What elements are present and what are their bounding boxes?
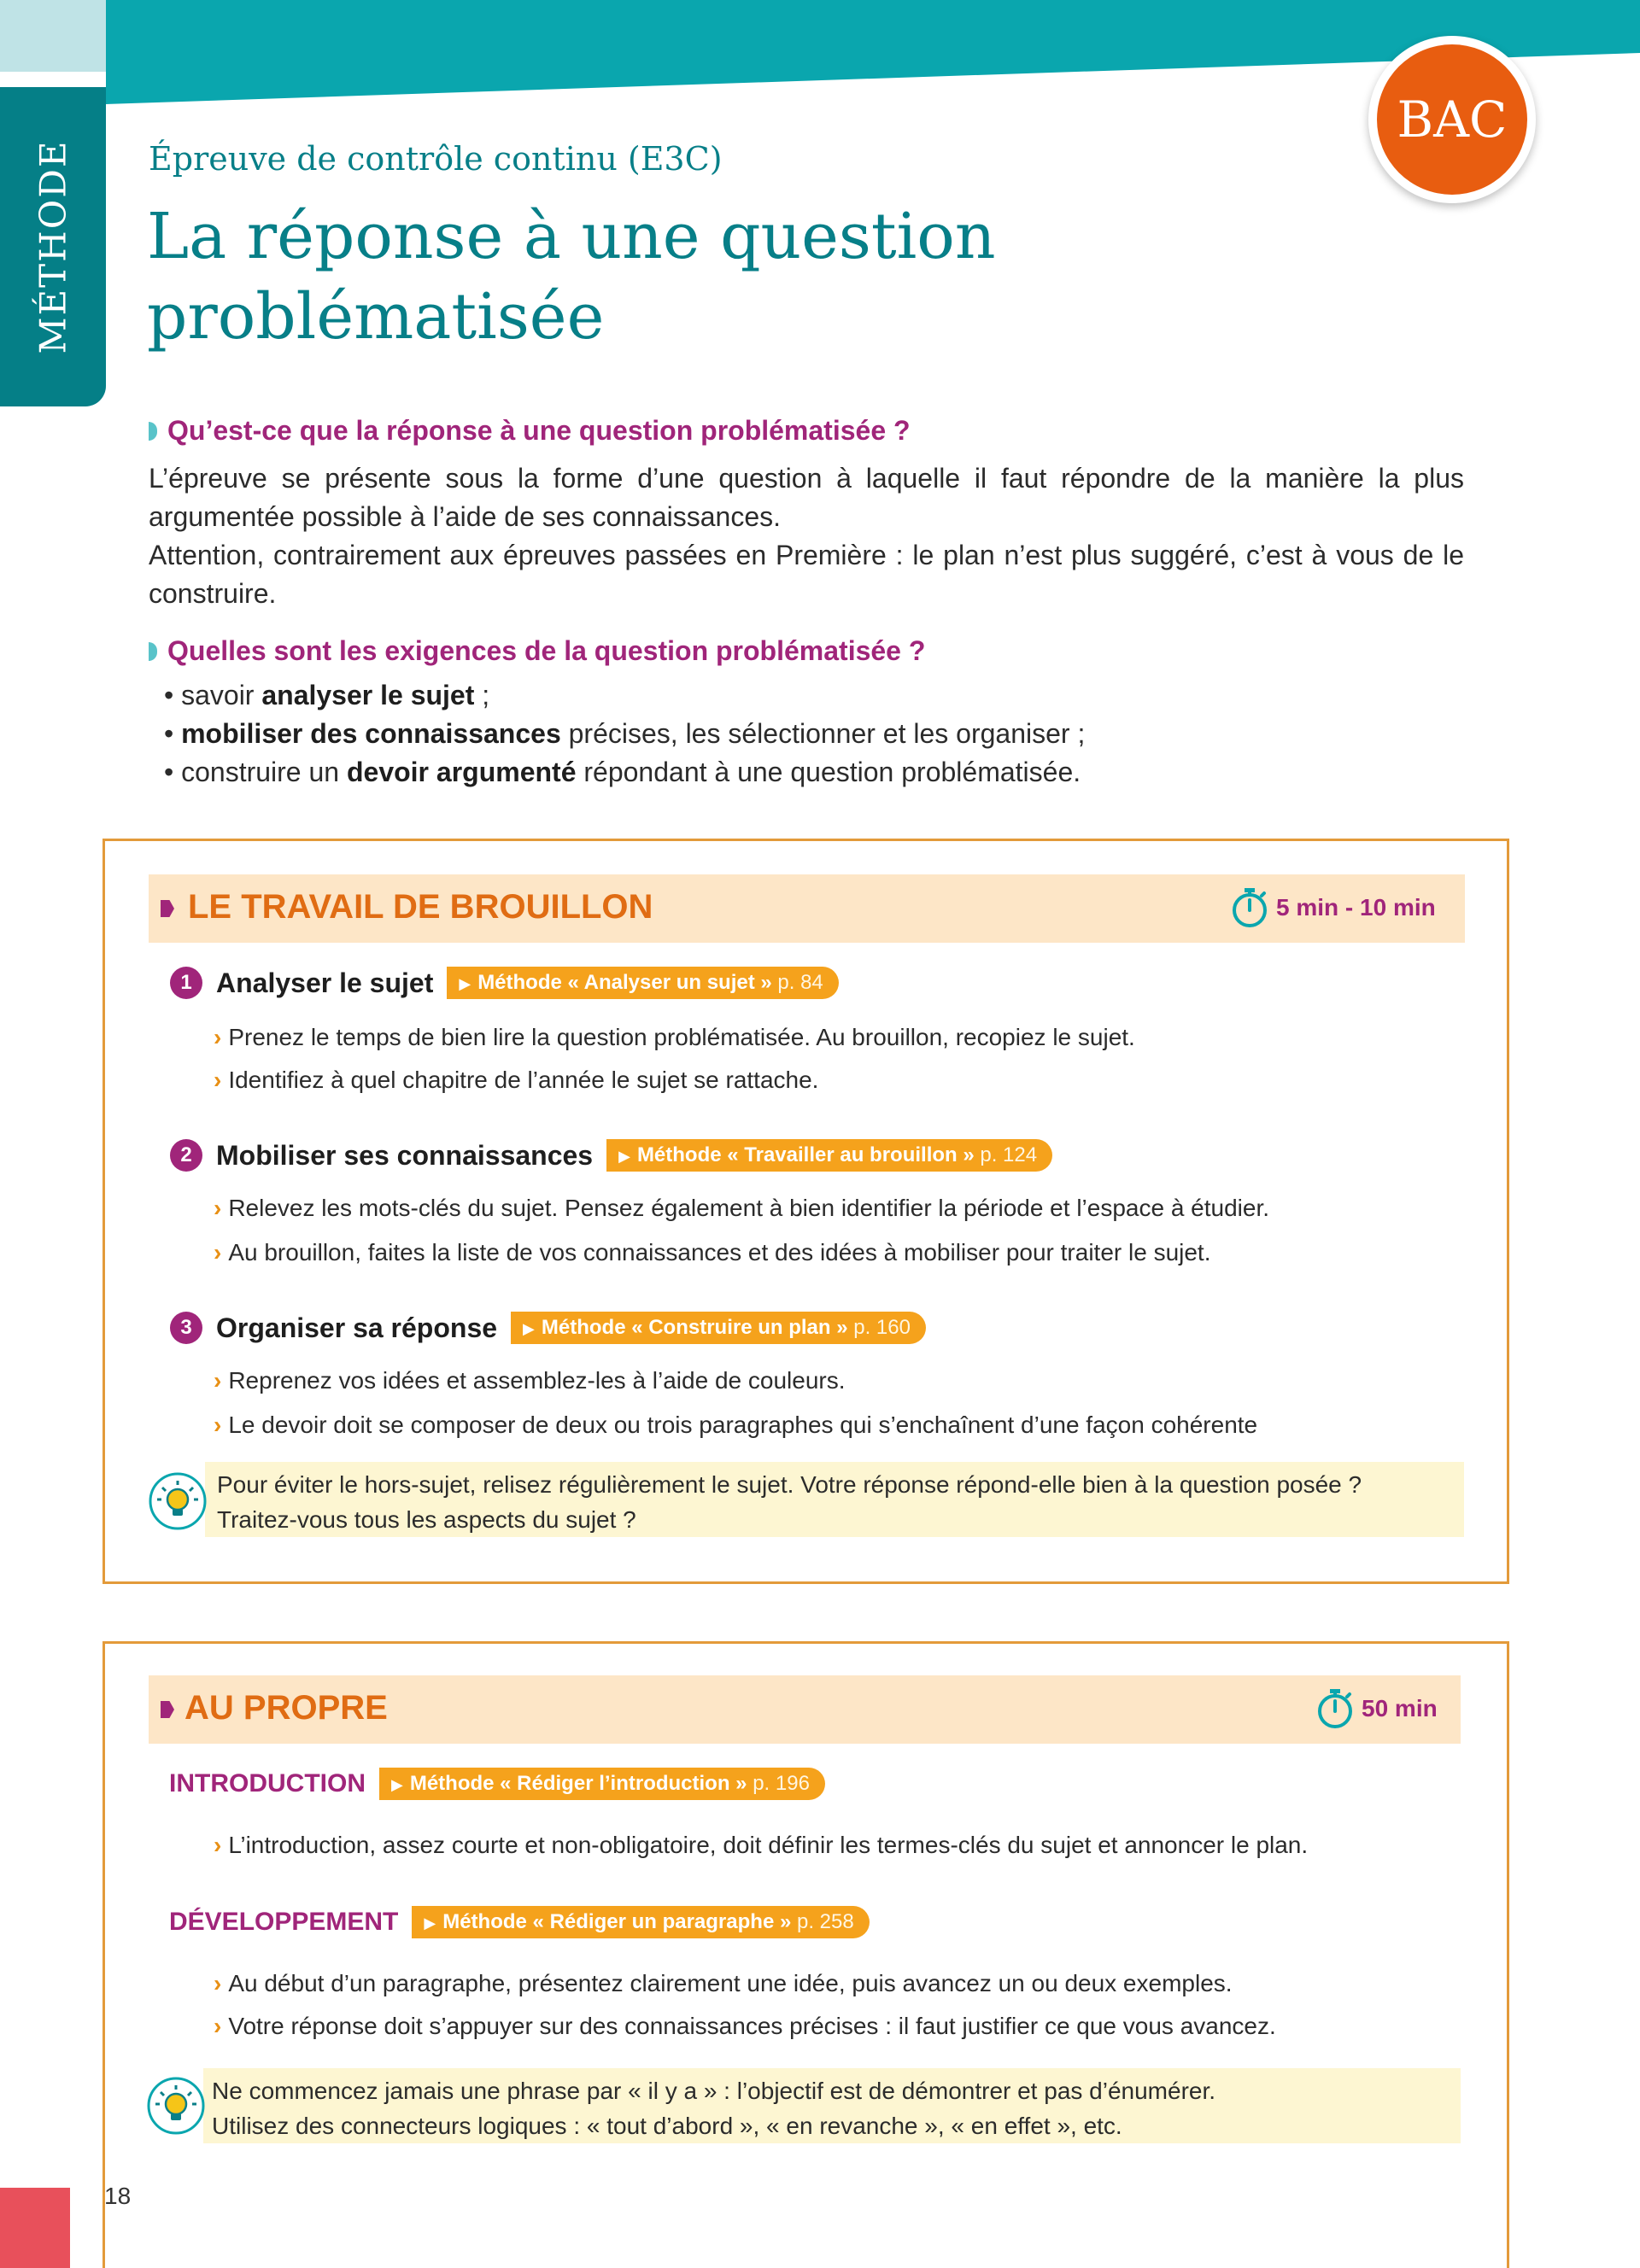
- step-3: [170, 1312, 926, 1344]
- step-title: Mobiliser ses connaissances: [216, 1139, 594, 1171]
- section-title: DÉVELOPPEMENT: [169, 1908, 399, 1936]
- step-title: Organiser sa réponse: [216, 1312, 498, 1343]
- play-arrow-icon: ▶: [390, 1776, 403, 1793]
- tip-line: Pour éviter le hors-sujet, relisez régulièrement le sujet. Votre réponse répond-elle bien à la question posée ?: [217, 1471, 1362, 1498]
- chevron-right-icon: ›: [214, 1970, 222, 1996]
- page-corner-tab: [0, 2188, 70, 2268]
- play-arrow-icon: ▶: [618, 1148, 630, 1165]
- brouillon-timer-text: 5 min - 10 min: [1276, 894, 1436, 921]
- requirements-list: [164, 676, 1085, 792]
- heading-marker-icon: [149, 642, 157, 661]
- play-arrow-icon: ▶: [459, 975, 472, 992]
- step-number: 2: [170, 1139, 202, 1172]
- list-item: • mobiliser des connaissances précises, les sélectionner et les organiser ;: [164, 718, 1086, 749]
- brouillon-tip: [205, 1462, 1464, 1537]
- step-number: 1: [170, 967, 202, 999]
- question-heading-2: [149, 635, 925, 667]
- chevron-right-icon: ›: [214, 1195, 222, 1221]
- page-subtitle: Épreuve de contrôle continu (E3C): [149, 140, 723, 178]
- lightbulb-icon: [145, 2075, 207, 2136]
- step-1: [170, 967, 839, 999]
- brouillon-title: LE TRAVAIL DE BROUILLON: [188, 888, 653, 926]
- page-title: La réponse à une question problématisée: [147, 200, 996, 354]
- propre-header: [149, 1675, 1461, 1744]
- list-item: › Reprenez vos idées et assemblez-les à l’aide de couleurs.: [214, 1367, 846, 1394]
- brouillon-timer: [1230, 886, 1436, 929]
- tip-line: Traitez-vous tous les aspects du sujet ?: [217, 1506, 636, 1533]
- section-marker-icon: [161, 900, 174, 917]
- chevron-right-icon: ›: [214, 1367, 222, 1394]
- list-item: › Au début d’un paragraphe, présentez clairement une idée, puis avancez un ou deux exemples.: [214, 1970, 1233, 1996]
- bac-badge: [1368, 36, 1536, 203]
- stopwatch-icon: [1315, 1687, 1355, 1730]
- bac-badge-label: BAC: [1377, 44, 1527, 195]
- stopwatch-icon: [1230, 886, 1269, 929]
- header-corner-block: [0, 0, 106, 72]
- list-item: • savoir analyser le sujet ;: [164, 680, 490, 710]
- list-item: › L’introduction, assez courte et non-obligatoire, doit définir les termes-clés du sujet et annoncer le plan.: [214, 1832, 1309, 1858]
- brouillon-header: [149, 874, 1465, 943]
- chevron-right-icon: ›: [214, 1024, 222, 1050]
- question-heading-1: [149, 415, 911, 447]
- tip-line: Ne commencez jamais une phrase par « il y a » : l’objectif est de démontrer et pas d’énumérer.: [212, 2078, 1216, 2104]
- page-number: 18: [104, 2183, 132, 2209]
- chevron-right-icon: ›: [214, 2013, 222, 2039]
- section-title: INTRODUCTION: [169, 1769, 366, 1797]
- list-item: • construire un devoir argumenté répondant à une question problématisée.: [164, 757, 1081, 787]
- play-arrow-icon: ▶: [424, 1914, 436, 1932]
- propre-timer-text: 50 min: [1362, 1695, 1438, 1721]
- question-heading-2-text: Quelles sont les exigences de la question problématisée ?: [167, 635, 926, 666]
- step-title: Analyser le sujet: [216, 967, 434, 998]
- introduction-section: [169, 1768, 825, 1800]
- list-item: › Votre réponse doit s’appuyer sur des connaissances précises : il faut justifier ce que vous avancez.: [214, 2013, 1276, 2039]
- question-heading-1-text: Qu’est-ce que la réponse à une question problématisée ?: [167, 415, 911, 446]
- intro-paragraph-2: Attention, contrairement aux épreuves passées en Première : le plan n’est plus suggéré, c’est à vous de le construire.: [149, 540, 1464, 609]
- list-item: › Prenez le temps de bien lire la question problématisée. Au brouillon, recopiez le sujet.: [214, 1024, 1135, 1050]
- chevron-right-icon: ›: [214, 1832, 222, 1858]
- step-2: [170, 1139, 1052, 1172]
- developpement-section: [169, 1906, 870, 1938]
- propre-title: AU PROPRE: [184, 1689, 388, 1727]
- side-tab-label: MÉTHODE: [32, 139, 74, 354]
- chevron-right-icon: ›: [214, 1239, 222, 1266]
- intro-paragraph-1: L’épreuve se présente sous la forme d’une question à laquelle il faut répondre de la manière la plus argumentée possible à l’aide de ses connaissances.: [149, 463, 1464, 532]
- heading-marker-icon: [149, 422, 157, 441]
- list-item: › Identifiez à quel chapitre de l’année le sujet se rattache.: [214, 1067, 819, 1093]
- method-reference-link[interactable]: ▶ Méthode « Rédiger un paragraphe » p. 258: [412, 1906, 869, 1938]
- list-item: › Au brouillon, faites la liste de vos connaissances et des idées à mobiliser pour traiter le sujet.: [214, 1239, 1211, 1266]
- list-item: › Relevez les mots-clés du sujet. Pensez également à bien identifier la période et l’espace à étudier.: [214, 1195, 1270, 1221]
- list-item: › Le devoir doit se composer de deux ou trois paragraphes qui s’enchaînent d’une façon cohérente: [214, 1412, 1258, 1438]
- chevron-right-icon: ›: [214, 1412, 222, 1438]
- lightbulb-icon: [147, 1470, 208, 1532]
- step-number: 3: [170, 1312, 202, 1344]
- chevron-right-icon: ›: [214, 1067, 222, 1093]
- method-reference-link[interactable]: ▶ Méthode « Analyser un sujet » p. 84: [447, 967, 838, 999]
- method-reference-link[interactable]: ▶ Méthode « Travailler au brouillon » p. 124: [606, 1139, 1052, 1172]
- method-reference-link[interactable]: ▶ Méthode « Rédiger l’introduction » p. 196: [379, 1768, 825, 1800]
- propre-tip: [203, 2068, 1461, 2143]
- play-arrow-icon: ▶: [523, 1320, 535, 1337]
- section-marker-icon: [161, 1701, 174, 1718]
- method-reference-link[interactable]: ▶ Méthode « Construire un plan » p. 160: [511, 1312, 926, 1344]
- propre-timer: [1315, 1687, 1438, 1730]
- tip-line: Utilisez des connecteurs logiques : « tout d’abord », « en revanche », « en effet », etc.: [212, 2113, 1122, 2139]
